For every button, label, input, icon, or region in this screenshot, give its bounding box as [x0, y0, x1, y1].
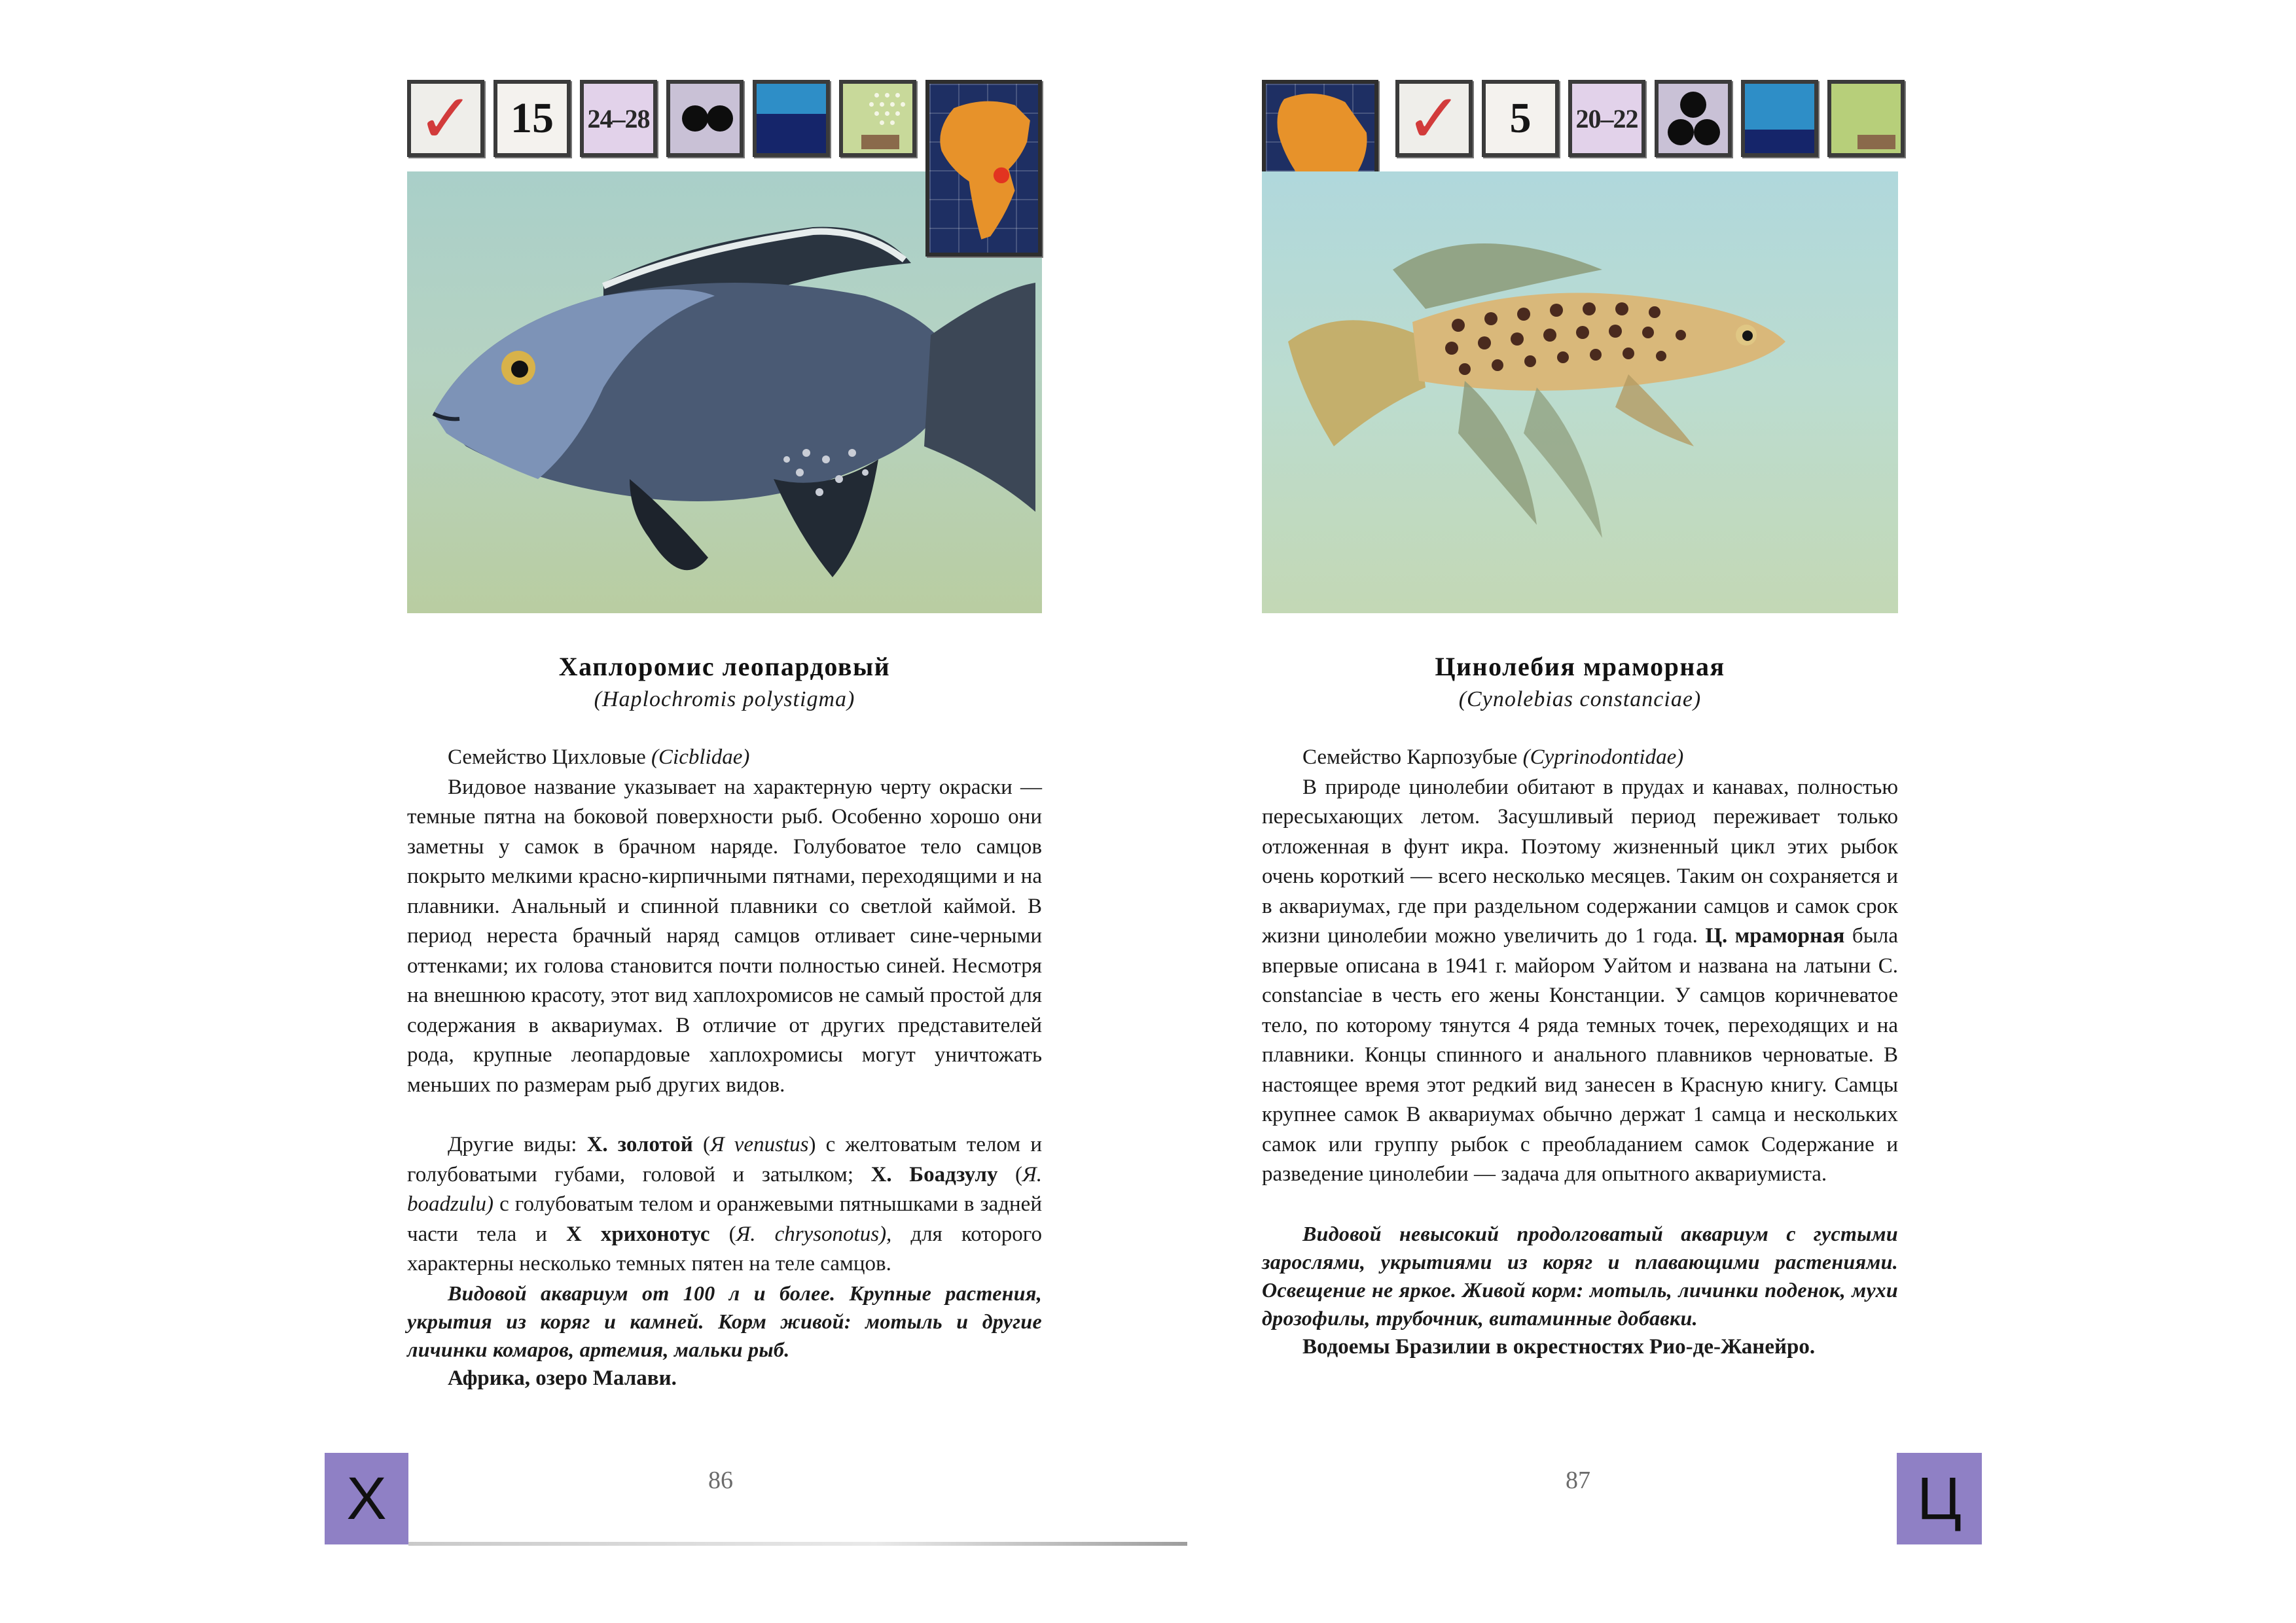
- species-latin-name: (Haplochromis polystigma): [594, 687, 855, 711]
- species-title: Цинолебия мраморная: [1435, 652, 1725, 681]
- water-level-icon: [753, 80, 830, 157]
- family-line: Семейство Карпозубые (Cyprinodontidae): [1302, 745, 1684, 769]
- check-mark-glyph: ✓: [417, 80, 475, 157]
- range-map-africa: [925, 80, 1042, 257]
- alphabet-tab: Х: [325, 1453, 408, 1544]
- other-species-paragraph: Другие виды: Х. золотой (Я venustus) с желтоватым телом и голубоватыми губами, головой и затылком; Х. Боадзулу (Я. boadzulu) с голубоватым телом и оранжевыми пятнышками в задней части тела и Х хрихонотус (Я. chrysonotus), для которого характерны несколько темных пятен на теле самцов.: [407, 1133, 1042, 1275]
- species-description: [1262, 743, 1898, 1362]
- habitat: Водоемы Бразилии в окрестностях Рио-де-Жанейро.: [1302, 1334, 1816, 1359]
- description-paragraph: Видовое название указывает на характерную черту окраски — темные пятна на боковой поверхности рыб. Особенно хорошо они заметны у самок в брачном наряде. Голубоватое тело самцов покрыто мелкими красно-кирпичными пятнами, переходящими и на плавники. Анальный и спинной плавники со светлой каймой. В период нереста брачный наряд самцов отливает сине-черными оттенками; их голова становится почти полностью синей. Несмотря на внешнюю красоту, этот вид хаплохромисов не самый простой для содержания в аквариумах. В отличие от других представителей рода, крупные леопардовые хаплохромисы могут уничтожать меньших по размерам рыб других видов.: [407, 775, 1042, 1097]
- species-latin-name: (Cynolebias constanciae): [1458, 687, 1702, 711]
- page-number: 86: [708, 1467, 733, 1494]
- description-paragraph: В природе цинолебии обитают в прудах и канавах, полностью пересыхающих летом. Засушливый период переживает только отложенная в фунт икра. Поэтому жизненный цикл этих рыбок очень короткий — всего несколько месяцев. Таким он сохраняется и в аквариумах, где при раздельном содержании самцов и самок срок жизни цинолебии можно увеличить до 1 года. Ц. мраморная была впервые описана в 1941 г. майором Уайтом и названа на латыни С. constanciae в честь его жены Констанции. У самцов коричневатое тело, по которому тянутся 4 ряда темных точек, переходящих и на плавники. Концы спинного и анального плавников черноватые. В настоящее время этот редкий вид занесен в Красную книгу. Самцы крупнее самок В аквариумах обычно держат 1 самца и нескольких самок или группу рыбок с преобладанием самок Содержание и разведение цинолебии — задача для опытного аквариумиста.: [1262, 775, 1899, 1186]
- bottom-rule: [408, 1542, 1187, 1546]
- temperature-icon: [580, 80, 657, 157]
- water-level-icon: [1741, 80, 1818, 157]
- check-mark-icon: [1395, 80, 1473, 157]
- species-title: Хаплоромис леопардовый: [558, 652, 891, 681]
- temperature-value: 24–28: [587, 103, 650, 134]
- care-conditions: Видовой аквариум от 100 л и более. Крупные растения, укрытия из коряг и камней. Корм живой: мотыль и другие личинки комаров, артемия, мальки рыб.: [407, 1281, 1042, 1361]
- size-icon: [493, 80, 571, 157]
- habitat: Африка, озеро Малави.: [448, 1366, 677, 1390]
- temperament-dots-icon: [666, 80, 744, 157]
- size-value: 5: [1509, 94, 1532, 142]
- species-description: [407, 743, 1042, 1393]
- care-icon-strip: [407, 80, 916, 157]
- page-number: 87: [1566, 1467, 1590, 1494]
- fish-photo-cynolebias: [1262, 171, 1898, 613]
- temperament-dots-icon: [1655, 80, 1732, 157]
- temperature-value: 20–22: [1575, 103, 1638, 134]
- size-value: 15: [511, 94, 554, 142]
- right-page: [1148, 0, 2296, 1623]
- care-icon-strip: [1395, 80, 1905, 157]
- temperature-icon: [1568, 80, 1645, 157]
- check-mark-glyph: ✓: [1405, 80, 1463, 157]
- plants-icon: [839, 80, 916, 157]
- care-conditions: Видовой невысокий продолговатый аквариум с густыми зарослями, укрытиями из коряг и плавающими растениями. Освещение не яркое. Живой корм: мотыль, личинки поденок, мухи дрозофилы, трубочник, витаминные добавки.: [1262, 1221, 1898, 1330]
- check-mark-icon: [407, 80, 484, 157]
- alphabet-tab: Ц: [1897, 1453, 1982, 1544]
- size-icon: [1482, 80, 1559, 157]
- plants-icon: [1827, 80, 1905, 157]
- family-line: Семейство Цихловые (Cicblidae): [448, 745, 750, 769]
